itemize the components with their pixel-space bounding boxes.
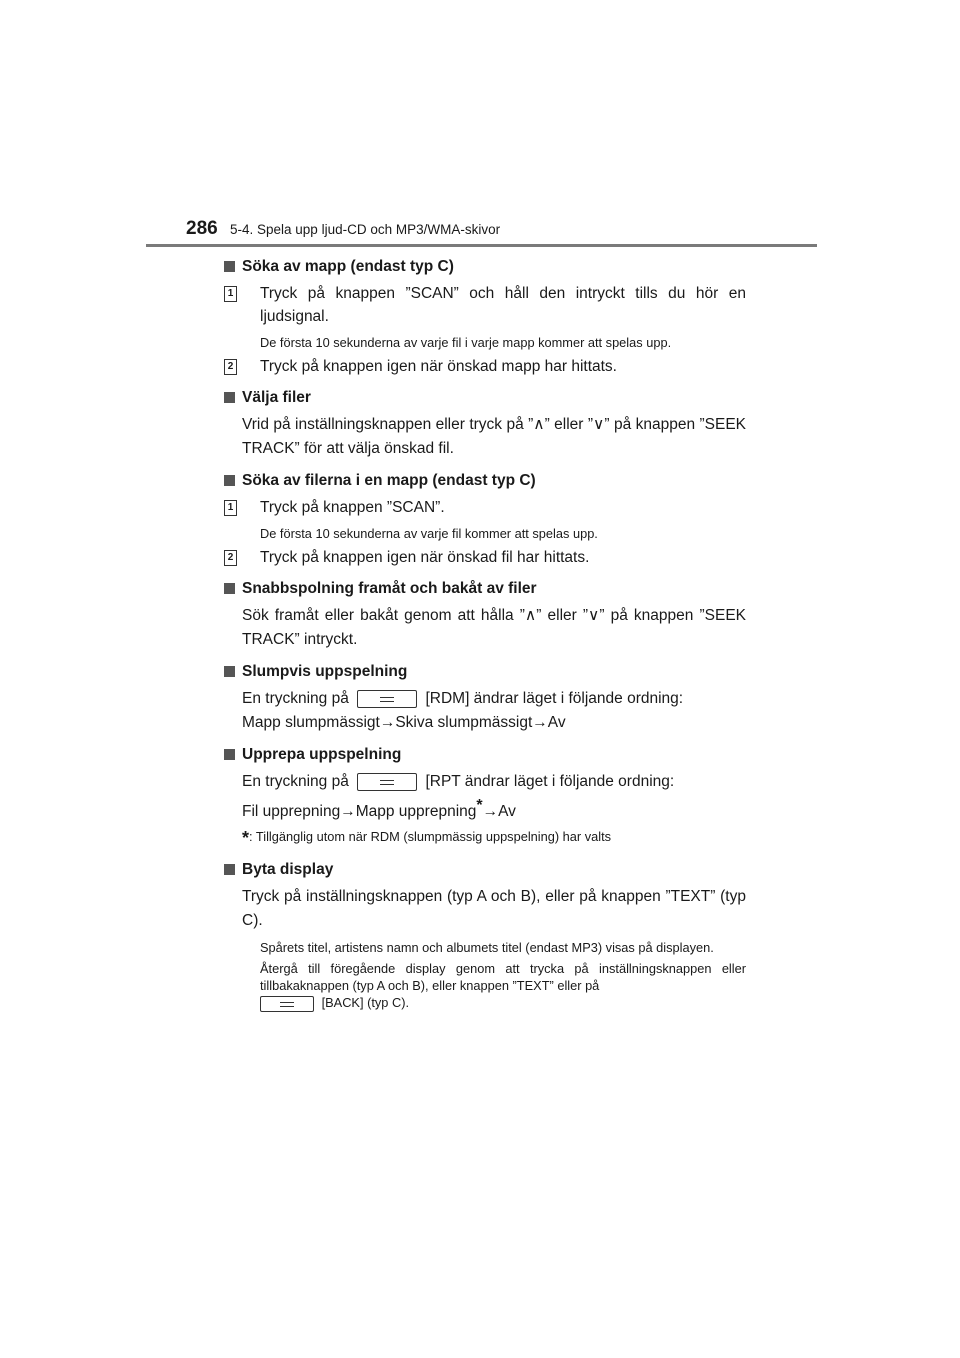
back-button-icon (260, 996, 314, 1012)
footnote-marker: * (476, 797, 483, 814)
step-item (227, 282, 746, 328)
step-number-badge: 2 (224, 550, 237, 566)
footnote (242, 828, 746, 847)
step-text: Tryck på knappen igen när önskad fil har hittats. (260, 549, 590, 566)
step-item (227, 355, 746, 378)
text-fragment: [RPT ändrar läget i följande ordning: (425, 773, 675, 790)
section-heading: Slumpvis uppspelning (242, 663, 408, 680)
section-heading: Snabbspolning framåt och bakåt av filer (242, 580, 537, 597)
section-heading: Upprepa uppspelning (242, 746, 402, 763)
bullet-square-icon (224, 392, 235, 403)
bullet-square-icon (224, 749, 235, 760)
step-text: Tryck på knappen igen när önskad mapp har hittats. (260, 358, 617, 375)
rdm-button-icon (357, 690, 417, 708)
section-file-scan (224, 470, 746, 569)
step-number-badge: 1 (224, 286, 237, 302)
text-fragment: En tryckning på (242, 773, 349, 790)
bullet-square-icon (224, 261, 235, 272)
section-select-files (224, 387, 746, 461)
text-fragment: Fil upprepning→Mapp upprepning (242, 803, 477, 821)
text-fragment: Återgå till föregående display genom att trycka på inställningsknappen eller tillbakaknappen (typ A och B), eller knappen ”TEXT” eller på (260, 961, 746, 994)
page-number: 286 (186, 218, 218, 239)
section-folder-scan (224, 256, 746, 378)
rpt-button-icon (357, 773, 417, 791)
step-text: Tryck på knappen ”SCAN”. (260, 499, 445, 516)
step-item (227, 546, 746, 569)
body-text (242, 687, 746, 735)
section-random-playback (224, 661, 746, 735)
note-text: De första 10 sekunderna av varje fil kommer att spelas upp. (260, 526, 598, 541)
note-text (260, 960, 746, 1012)
note-text: De första 10 sekunderna av varje fil i varje mapp kommer att spelas upp. (260, 335, 672, 350)
step-text: Tryck på knappen ”SCAN” och håll den intryckt tills du hör en ljudsignal. (260, 285, 746, 325)
bullet-square-icon (224, 666, 235, 677)
header-divider (146, 244, 817, 247)
section-heading: Söka av mapp (endast typ C) (242, 258, 454, 275)
section-heading: Byta display (242, 861, 334, 879)
body-text: Sök framåt eller bakåt genom att hålla ”∧” eller ”∨” på knappen ”SEEK TRACK” intryckt. (242, 607, 746, 648)
chapter-title: 5-4. Spela upp ljud-CD och MP3/WMA-skivor (230, 222, 501, 237)
body-text: Tryck på inställningsknappen (typ A och B), eller på knappen ”TEXT” (typ C). (242, 888, 746, 930)
step-item (227, 496, 746, 519)
section-fast-forward-rewind (224, 578, 746, 652)
bullet-square-icon (224, 864, 235, 875)
bullet-square-icon (224, 475, 235, 486)
section-repeat-playback (224, 744, 746, 847)
text-fragment: Mapp slumpmässigt→Skiva slumpmässigt→Av (242, 714, 566, 731)
footnote-marker: * (242, 828, 250, 849)
body-text (242, 770, 746, 824)
text-fragment: →Av (482, 803, 516, 821)
text-fragment: En tryckning på (242, 690, 349, 707)
step-number-badge: 2 (224, 359, 237, 375)
section-heading: Söka av filerna i en mapp (endast typ C) (242, 472, 536, 489)
section-change-display (224, 859, 746, 1012)
step-number-badge: 1 (224, 500, 237, 516)
text-fragment: [BACK] (typ C). (321, 995, 410, 1011)
note-text: Spårets titel, artistens namn och albumets titel (endast MP3) visas på displayen. (260, 940, 714, 956)
page-header (186, 218, 816, 244)
bullet-square-icon (224, 583, 235, 594)
body-text: Vrid på inställningsknappen eller tryck på ”∧” eller ”∨” på knappen ”SEEK TRACK” för att välja önskad fil. (242, 416, 746, 457)
footnote-text: : Tillgänglig utom när RDM (slumpmässig uppspelning) har valts (249, 829, 612, 845)
section-heading: Välja filer (242, 389, 311, 406)
text-fragment: [RDM] ändrar läget i följande ordning: (425, 690, 684, 707)
page-content (224, 256, 746, 1012)
